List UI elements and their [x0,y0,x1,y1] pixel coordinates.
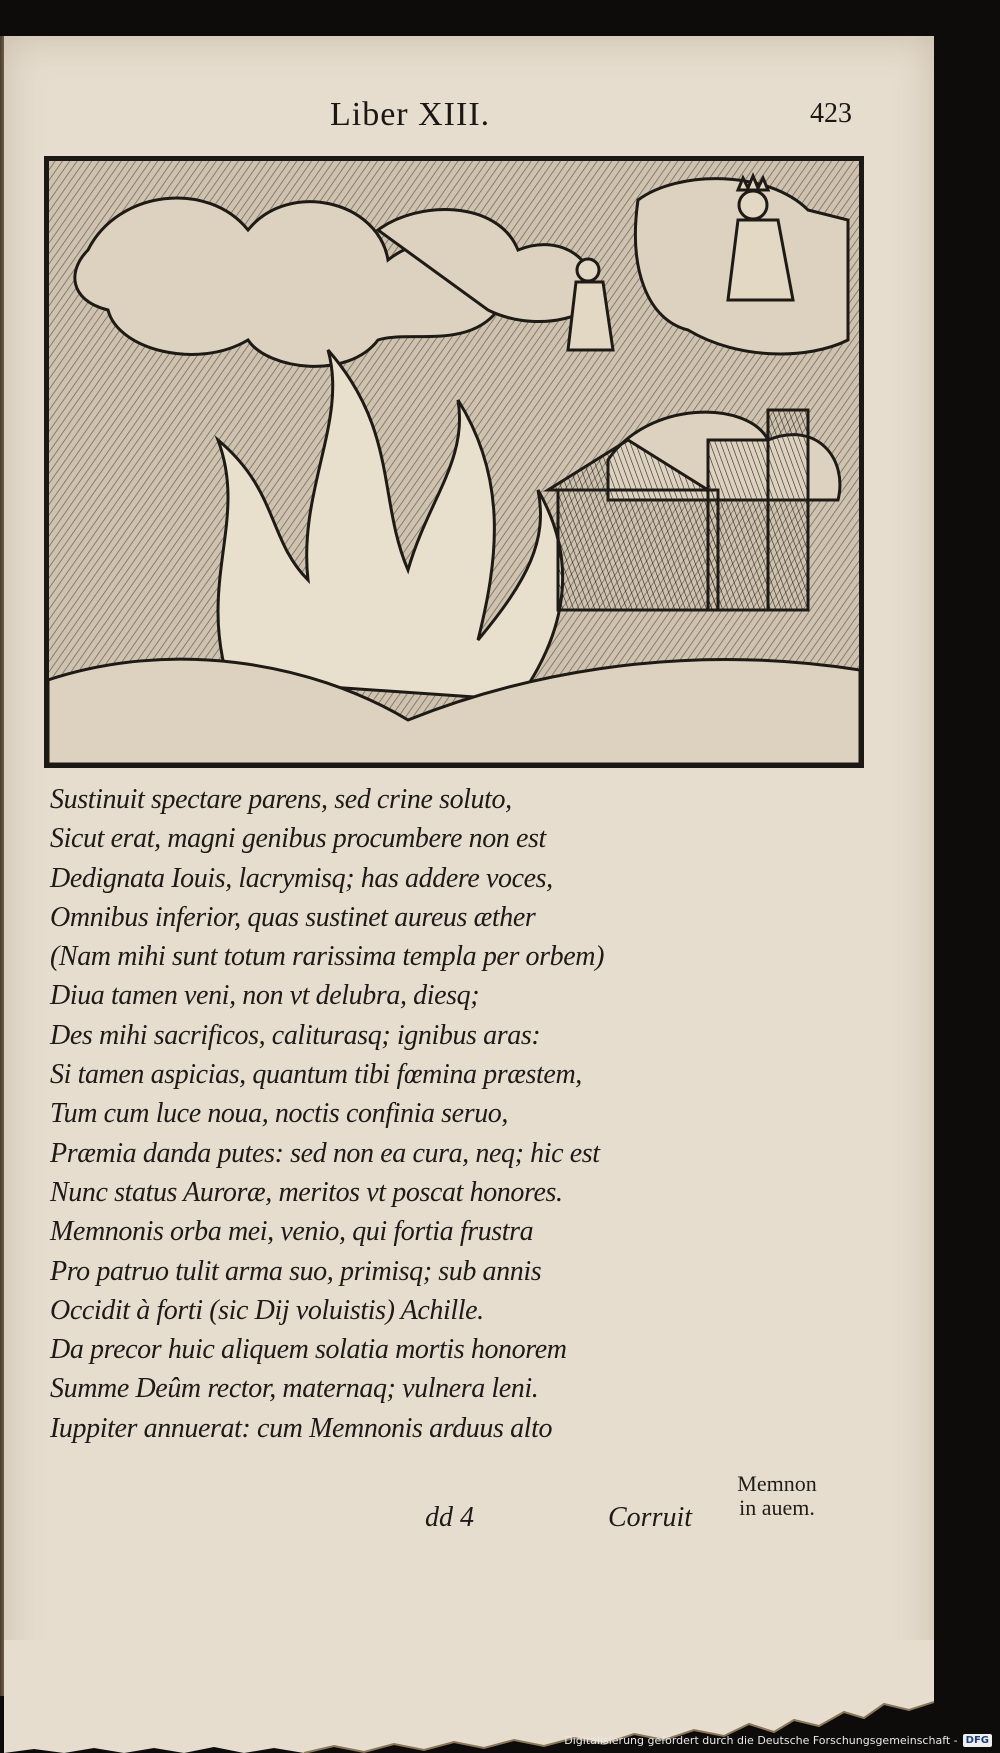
dfg-logo: DFG [963,1734,992,1747]
marginal-note-line: Memnon [737,1471,817,1496]
verse-line: Nunc status Auroræ, meritos vt poscat honores. [50,1176,563,1208]
verse-line: (Nam mihi sunt totum rarissima templa per orbem) [50,941,605,973]
digitization-credit-text: Digitalisierung gefördert durch die Deutsche Forschungsgemeinschaft - [564,1734,958,1747]
verse-line: Sustinuit spectare parens, sed crine soluto, [50,784,512,815]
marginal-note [712,1472,842,1520]
verse-line: Si tamen aspicias, quantum tibi fœmina præstem, [50,1059,582,1091]
verse-line: Summe Deûm rector, maternaq; vulnera leni. [50,1373,539,1405]
woodcut-illustration [44,156,864,768]
marginal-note-line: in auem. [739,1495,815,1520]
verse-line: Tum cum luce noua, noctis confinia seruo, [50,1098,509,1130]
woodcut-illustration-icon [48,160,860,764]
verse-line: Dedignata Iouis, lacrymisq; has addere voces, [50,862,553,894]
running-head: Liber XIII. [330,96,491,133]
verse-line: Omnibus inferior, quas sustinet aureus æther [50,901,536,933]
verse-text [50,780,750,1448]
verse-line: Memnonis orba mei, venio, qui fortia frustra [50,1216,534,1248]
signature-mark: dd 4 [425,1502,474,1533]
verse-line: Pro patruo tulit arma suo, primisq; sub annis [50,1255,542,1287]
page-number: 423 [810,98,852,129]
verse-line: Iuppiter annuerat: cum Memnonis arduus alto [50,1412,553,1444]
digitization-credit [564,1734,992,1747]
verse-line: Diua tamen veni, non vt delubra, diesq; [50,980,480,1012]
verse-line: Sicut erat, magni genibus procumbere non est [50,823,546,855]
catchword: Corruit [608,1502,693,1533]
verse-line: Præmia danda putes: sed non ea cura, neq; hic est [50,1137,600,1169]
verse-line: Occidit à forti (sic Dij voluistis) Achille. [50,1294,484,1326]
verse-line: Des mihi sacrificos, caliturasq; ignibus aras: [50,1019,541,1051]
verse-line: Da precor huic aliquem solatia mortis honorem [50,1334,567,1366]
